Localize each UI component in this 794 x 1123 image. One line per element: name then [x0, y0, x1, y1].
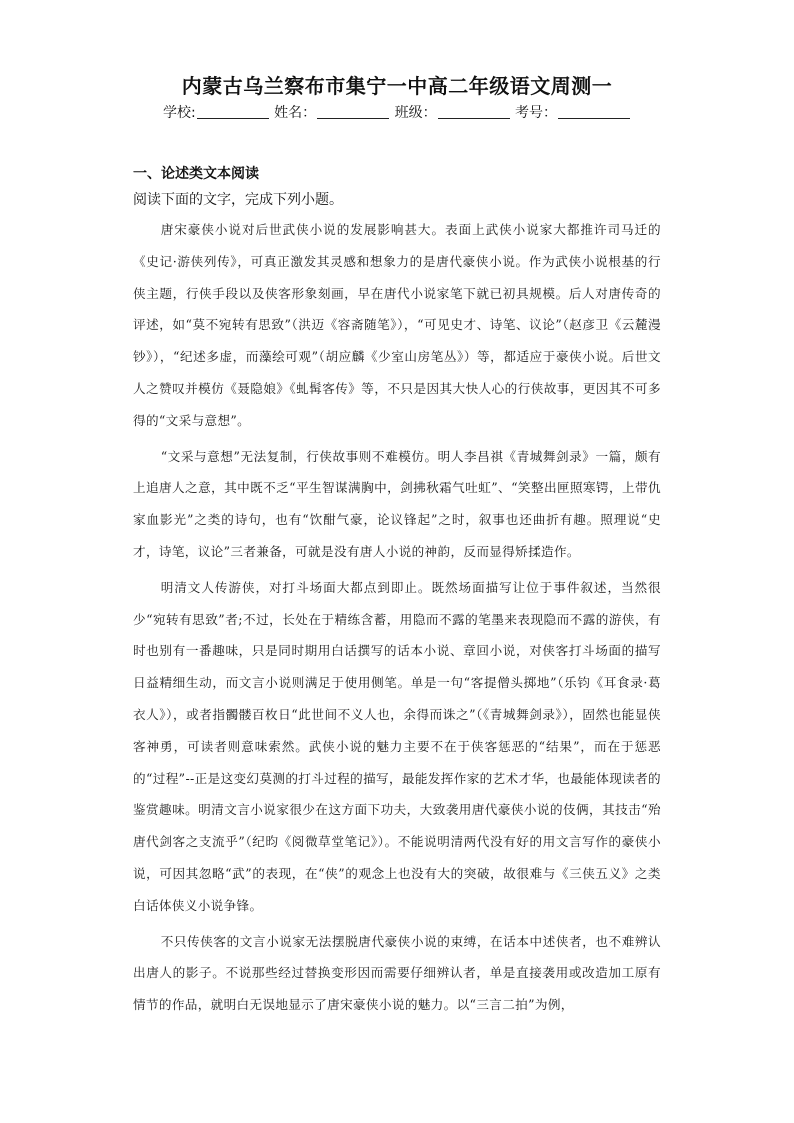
school-label: 学校:	[162, 105, 196, 121]
exam-number-label: 考号：	[515, 105, 558, 121]
name-blank[interactable]	[317, 104, 389, 119]
class-label: 班级：	[394, 105, 437, 121]
school-blank[interactable]	[197, 104, 269, 119]
name-label: 姓名：	[274, 105, 317, 121]
class-blank[interactable]	[438, 104, 510, 119]
passage-paragraph: 唐宋豪侠小说对后世武侠小说的发展影响甚大。表面上武侠小说家大都推许司马迁的《史记·游侠列传》，可真正激发其灵感和想象力的是唐代豪侠小说。作为武侠小说根基的行侠主题，行侠手段以及侠客形象刻画，早在唐代小说家笔下就已初具规模。后人对唐传奇的评述，如“莫不宛转有思致”（洪迈《容斋随笔》），“可见史才、诗笔、议论”（赵彦卫《云麓漫钞》），“纪述多虚，而藻绘可观”（胡应麟《少室山房笔丛》）等，都适应于豪侠小说。后世文人之赞叹并模仿《聂隐娘》《虬髯客传》等，不只是因其大快人心的行侠故事，更因其不可多得的“文采与意想”。	[133, 222, 661, 428]
passage-paragraph: 明清文人传游侠，对打斗场面大都点到即止。既然场面描写让位于事件叙述，当然很少“宛转有思致”者;不过，长处在于精练含蓄，用隐而不露的笔墨来表现隐而不露的游侠，有时也别有一番趣味，只是同时期用白话撰写的话本小说、章回小说，对侠客打斗场面的描写日益精细生动，而文言小说则满足于使用侧笔。单是一句“客提僧头掷地”（乐钧《耳食录·葛衣人》），或者指髑髅百枚日“此世间不义人也，余得而诛之”（《青城舞剑录》），固然也能显侠客神勇，可读者则意味索然。武侠小说的魅力主要不在于侠客惩恶的“结果”，而在于惩恶的“过程”--正是这变幻莫测的打斗过程的描写，最能发挥作家的艺术才华，也最能体现读者的鉴赏趣味。明清文言小说家很少在这方面下功夫，大致袭用唐代豪侠小说的伎俩，其技击“殆唐代剑客之支流乎”（纪昀《阅微草堂笔记》）。不能说明清两代没有好的用文言写作的豪侠小说，可因其忽略“武”的表现，在“侠”的观念上也没有大的突破，故很难与《三侠五义》之类白话体侠义小说争锋。	[133, 579, 661, 913]
document-title: 内蒙古乌兰察布市集宁一中高二年级语文周测一	[181, 74, 613, 98]
exam-number-blank[interactable]	[558, 104, 630, 119]
section-heading: 一、论述类文本阅读	[133, 166, 259, 182]
passage-paragraph: “文采与意想”无法复制，行侠故事则不难模仿。明人李昌祺《青城舞剑录》一篇，颇有上追唐人之意，其中既不乏“平生智谋满胸中，剑拂秋霜气吐虹”、“笑整出匣照寒锷，上带仇家血影光”之类的诗句，也有“饮酣气豪，论议锋起”之时，叙事也还曲折有趣。照理说“史才，诗笔，议论”三者兼备，可就是没有唐人小说的神韵，反而显得矫揉造作。	[133, 448, 661, 559]
passage-paragraph: 不只传侠客的文言小说家无法摆脱唐代豪侠小说的束缚，在话本中述侠者，也不难辨认出唐人的影子。不说那些经过替换变形因而需要仔细辨认者，单是直接袭用或改造加工原有情节的作品，就明白无误地显示了唐宋豪侠小说的魅力。以“三言二拍”为例，	[133, 933, 661, 1013]
reading-instruction: 阅读下面的文字，完成下列小题。	[133, 192, 343, 208]
reading-passage	[133, 214, 661, 1025]
student-info-line	[0, 102, 794, 122]
